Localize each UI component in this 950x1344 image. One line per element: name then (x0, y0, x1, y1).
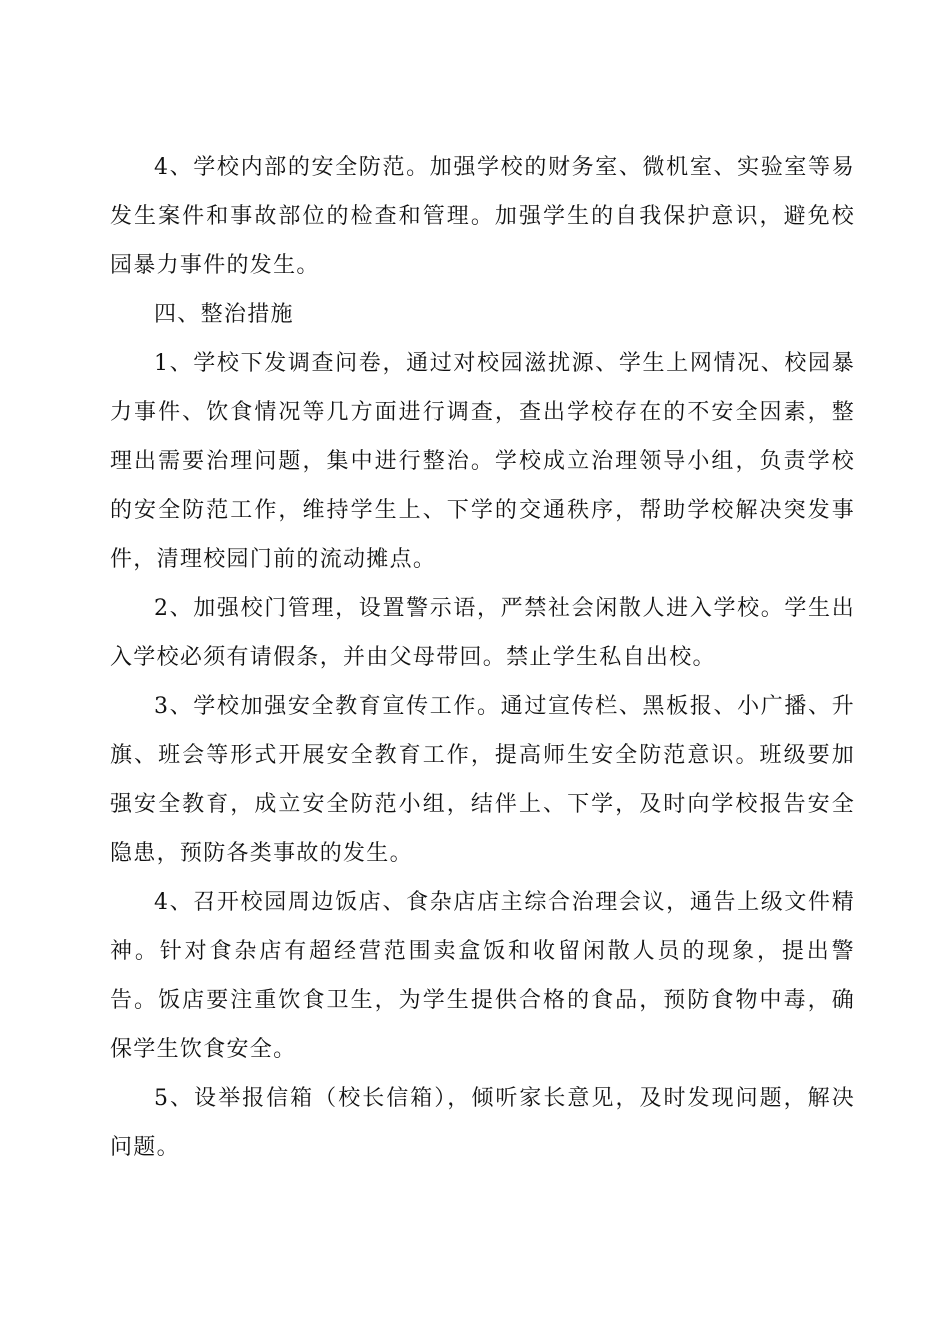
paragraph-measure-2: 2、加强校门管理，设置警示语，严禁社会闲散人进入学校。学生出入学校必须有请假条，并由父母带回。禁止学生私自出校。 (110, 596, 855, 670)
paragraph-measure-4: 4、召开校园周边饭店、食杂店店主综合治理会议，通告上级文件精神。针对食杂店有超经营范围卖盒饭和收留闲散人员的现象，提出警告。饭店要注重饮食卫生，为学生提供合格的食品，预防食物中毒，确保学生饮食安全。 (110, 890, 855, 1062)
paragraph-measure-3: 3、学校加强安全教育宣传工作。通过宣传栏、黑板报、小广播、升旗、班会等形式开展安全教育工作，提高师生安全防范意识。班级要加强安全教育，成立安全防范小组，结伴上、下学，及时向学校报告安全隐患，预防各类事故的发生。 (110, 694, 855, 866)
paragraph-campus-internal-security: 4、学校内部的安全防范。加强学校的财务室、微机室、实验室等易发生案件和事故部位的检查和管理。加强学生的自我保护意识，避免校园暴力事件的发生。 (110, 155, 855, 278)
paragraph-measure-1: 1、学校下发调查问卷，通过对校园滋扰源、学生上网情况、校园暴力事件、饮食情况等几方面进行调查，查出学校存在的不安全因素，整理出需要治理问题，集中进行整治。学校成立治理领导小组，负责学校的安全防范工作，维持学生上、下学的交通秩序，帮助学校解决突发事件，清理校园门前的流动摊点。 (110, 351, 855, 572)
document-body (110, 143, 855, 1172)
paragraph-measure-5: 5、设举报信箱（校长信箱），倾听家长意见，及时发现问题，解决问题。 (110, 1086, 855, 1160)
section-heading-rectification-measures: 四、整治措施 (154, 302, 294, 327)
